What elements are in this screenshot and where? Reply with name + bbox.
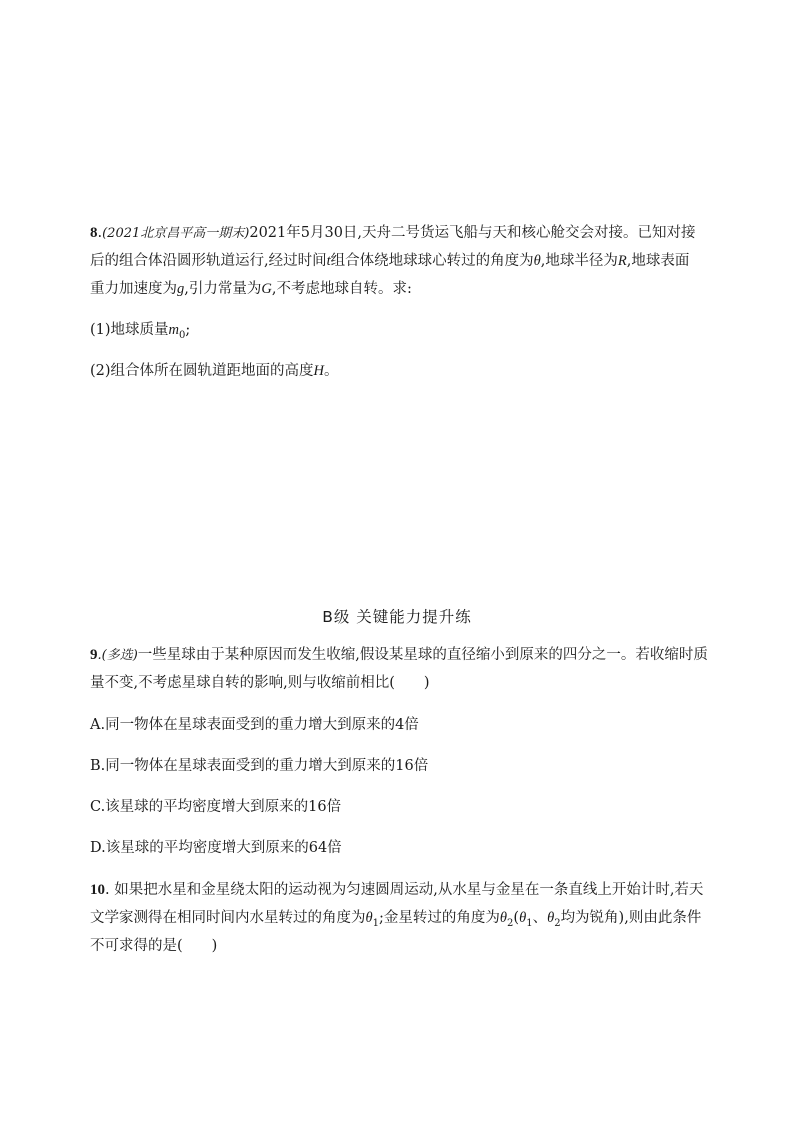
var-theta-2b: θ	[547, 910, 555, 926]
q8-line-3	[90, 279, 412, 299]
q8-text-2d: ,地球表面	[626, 253, 690, 269]
subscript-2b: 2	[554, 917, 561, 929]
var-theta-2: θ	[499, 910, 508, 926]
var-g: g	[177, 281, 185, 297]
q9-option-c[interactable]: C.该星球的平均密度增大到原来的16倍	[90, 799, 342, 815]
var-H: H	[313, 363, 325, 379]
q8-text-1: 2021年5月30日,天舟二号货运飞船与天和核心舱交会对接。已知对接	[249, 225, 696, 241]
q9-option-a[interactable]: A.同一物体在星球表面受到的重力增大到原来的4倍	[90, 717, 419, 733]
var-theta-1: θ	[365, 910, 373, 926]
q10-text-2e: 均为锐角),则由此条件	[560, 910, 702, 926]
q8-text-3a: 重力加速度为	[90, 281, 177, 297]
q8-sub2-text: (2)组合体所在圆轨道距地面的高度	[90, 363, 314, 379]
q10-text-2b: ;金星转过的角度为	[379, 910, 500, 926]
q8-line-1: 8.(2021北京昌平高一期末)2021年5月30日,天舟二号货运飞船与天和核心舱交会对接。已知对接	[90, 225, 696, 241]
subscript-1: 1	[372, 917, 379, 929]
var-theta: θ	[533, 253, 541, 269]
var-m-subscript: 0	[179, 329, 186, 341]
q10-line-1	[90, 880, 703, 900]
q9-number: 9	[90, 647, 98, 663]
q8-sub1-end: ;	[185, 322, 191, 338]
q8-sub2-end: 。	[324, 363, 339, 379]
q9-line-1	[90, 645, 708, 666]
q8-text-3b: ,引力常量为	[184, 281, 262, 297]
q8-sub-1	[90, 320, 190, 346]
var-theta-1b: θ	[519, 910, 527, 926]
var-t: t	[326, 253, 331, 269]
q10-line-3: 不可求得的是( )	[90, 938, 218, 954]
q9-tag: .(多选)	[97, 648, 138, 663]
section-title: B级 关键能力提升练	[322, 608, 472, 626]
var-R: R	[617, 253, 627, 269]
q9-line-2: 量不变,不考虑星球自转的影响,则与收缩前相比( )	[90, 675, 430, 691]
q8-text-2a: 后的组合体沿圆形轨道运行,经过时间	[90, 253, 327, 269]
q8-sub-2	[90, 361, 339, 381]
q10-text-2a: 文学家测得在相同时间内水星转过的角度为	[90, 910, 366, 926]
subscript-2: 2	[507, 917, 514, 929]
var-m: m	[168, 322, 180, 338]
q8-text-2b: 组合体绕地球球心转过的角度为	[330, 253, 534, 269]
q9-text-1: 一些星球由于某种原因而发生收缩,假设某星球的直径缩小到原来的四分之一。若收缩时质	[137, 647, 708, 663]
var-G: G	[261, 281, 272, 297]
q9-option-b[interactable]: B.同一物体在星球表面受到的重力增大到原来的16倍	[90, 758, 429, 774]
q8-source: (2021北京昌平高一期末)	[102, 226, 250, 241]
q10-text-2c: (	[513, 910, 520, 926]
q8-number: 8	[90, 225, 98, 241]
q8-sub1-text: (1)地球质量	[90, 322, 169, 338]
q10-number: 10	[90, 882, 105, 898]
q10-text-2d: 、	[532, 910, 548, 926]
q10-line-2	[90, 908, 701, 934]
subscript-1b: 1	[526, 917, 533, 929]
q8-text-3c: ,不考虑地球自转。求:	[271, 281, 412, 297]
q10-text-1: . 如果把水星和金星绕太阳的运动视为匀速圆周运动,从水星与金星在一条直线上开始计时,若天	[105, 882, 704, 898]
q8-text-2c: ,地球半径为	[540, 253, 618, 269]
q8-line-2	[90, 251, 689, 271]
q9-option-d[interactable]: D.该星球的平均密度增大到原来的64倍	[90, 840, 342, 856]
